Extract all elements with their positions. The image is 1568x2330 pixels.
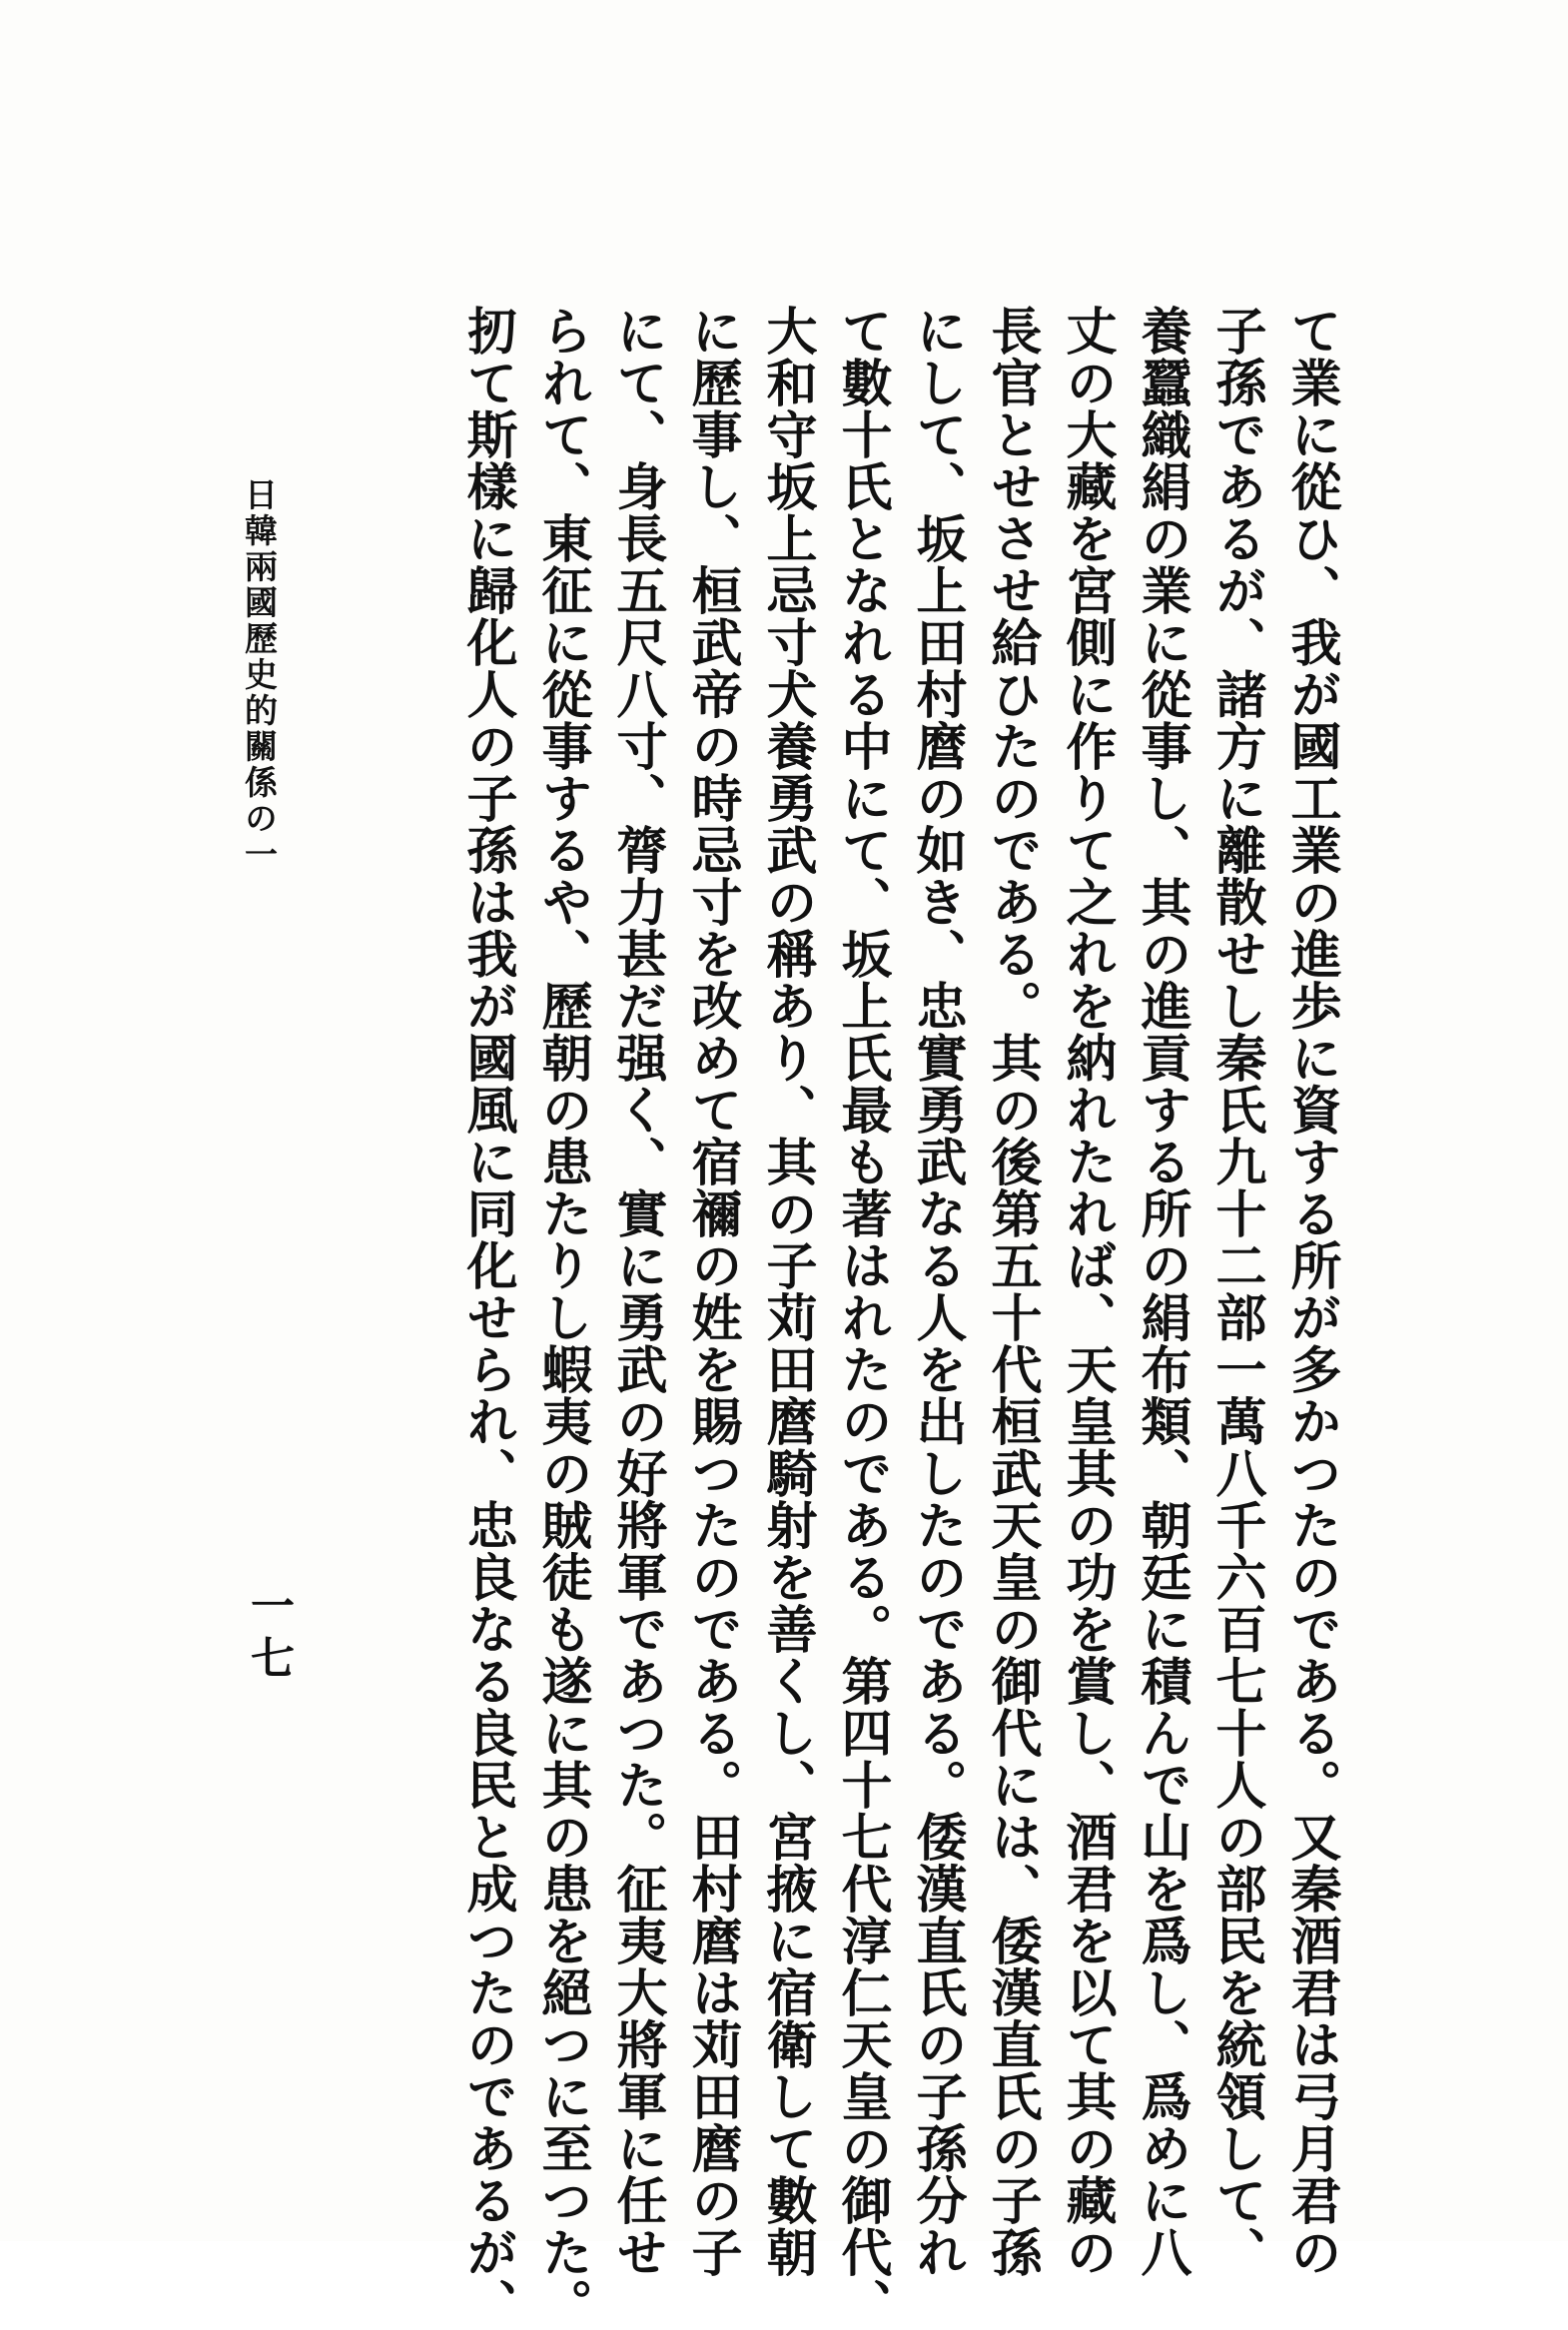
- text-column: 丈の大藏を宮側に作りて之れを納れたれば、天皇其の功を賞し、酒君を以て其の藏の: [1057, 305, 1117, 2278]
- text-column: 子孫であるが、諸方に離散せし秦氏九十二部一萬八千六百七十人の部民を統領して、: [1206, 305, 1266, 2278]
- text-column: て業に從ひ、我が國工業の進歩に資する所が多かつたのである。又秦酒君は弓月君の: [1281, 305, 1341, 2278]
- body-text: [449, 305, 1348, 2330]
- text-column: にて、身長五尺八寸、膂力甚だ强く、實に勇武の好將軍であつた。征夷大將軍に任せ: [607, 305, 667, 2278]
- text-column: 大和守坂上忌寸犬養勇武の稱あり、其の子苅田麿騎射を善くし、宮掖に宿衛して數朝: [757, 305, 817, 2278]
- running-head: 日韓兩國歷史的關係の一: [240, 477, 279, 873]
- text-column: て數十氏となれる中にて、坂上氏最も著はれたのである。第四十七代淳仁天皇の御代、: [832, 305, 892, 2330]
- text-column: にして、坂上田村麿の如き、忠實勇武なる人を出したのである。倭漢直氏の子孫分れ: [907, 305, 967, 2278]
- text-column: に歷事し、桓武帝の時忌寸を改めて宿禰の姓を賜つたのである。田村麿は苅田麿の子: [682, 305, 742, 2278]
- text-column: 扨て斯樣に歸化人の子孫は我が國風に同化せられ、忠良なる良民と成つたのであるが、: [457, 305, 517, 2330]
- text-column: 養蠶織絹の業に從事し、其の進貢する所の絹布類、朝廷に積んで山を爲し、爲めに八: [1132, 305, 1191, 2278]
- text-column: られて、東征に從事するや、歷朝の患たりし蝦夷の賊徒も遂に其の患を絕つに至つた。: [532, 305, 592, 2330]
- page-number: 一七: [243, 1583, 294, 1687]
- text-column: 長官とせさせ給ひたのである。其の後第五十代桓武天皇の御代には、倭漢直氏の子孫: [982, 305, 1042, 2278]
